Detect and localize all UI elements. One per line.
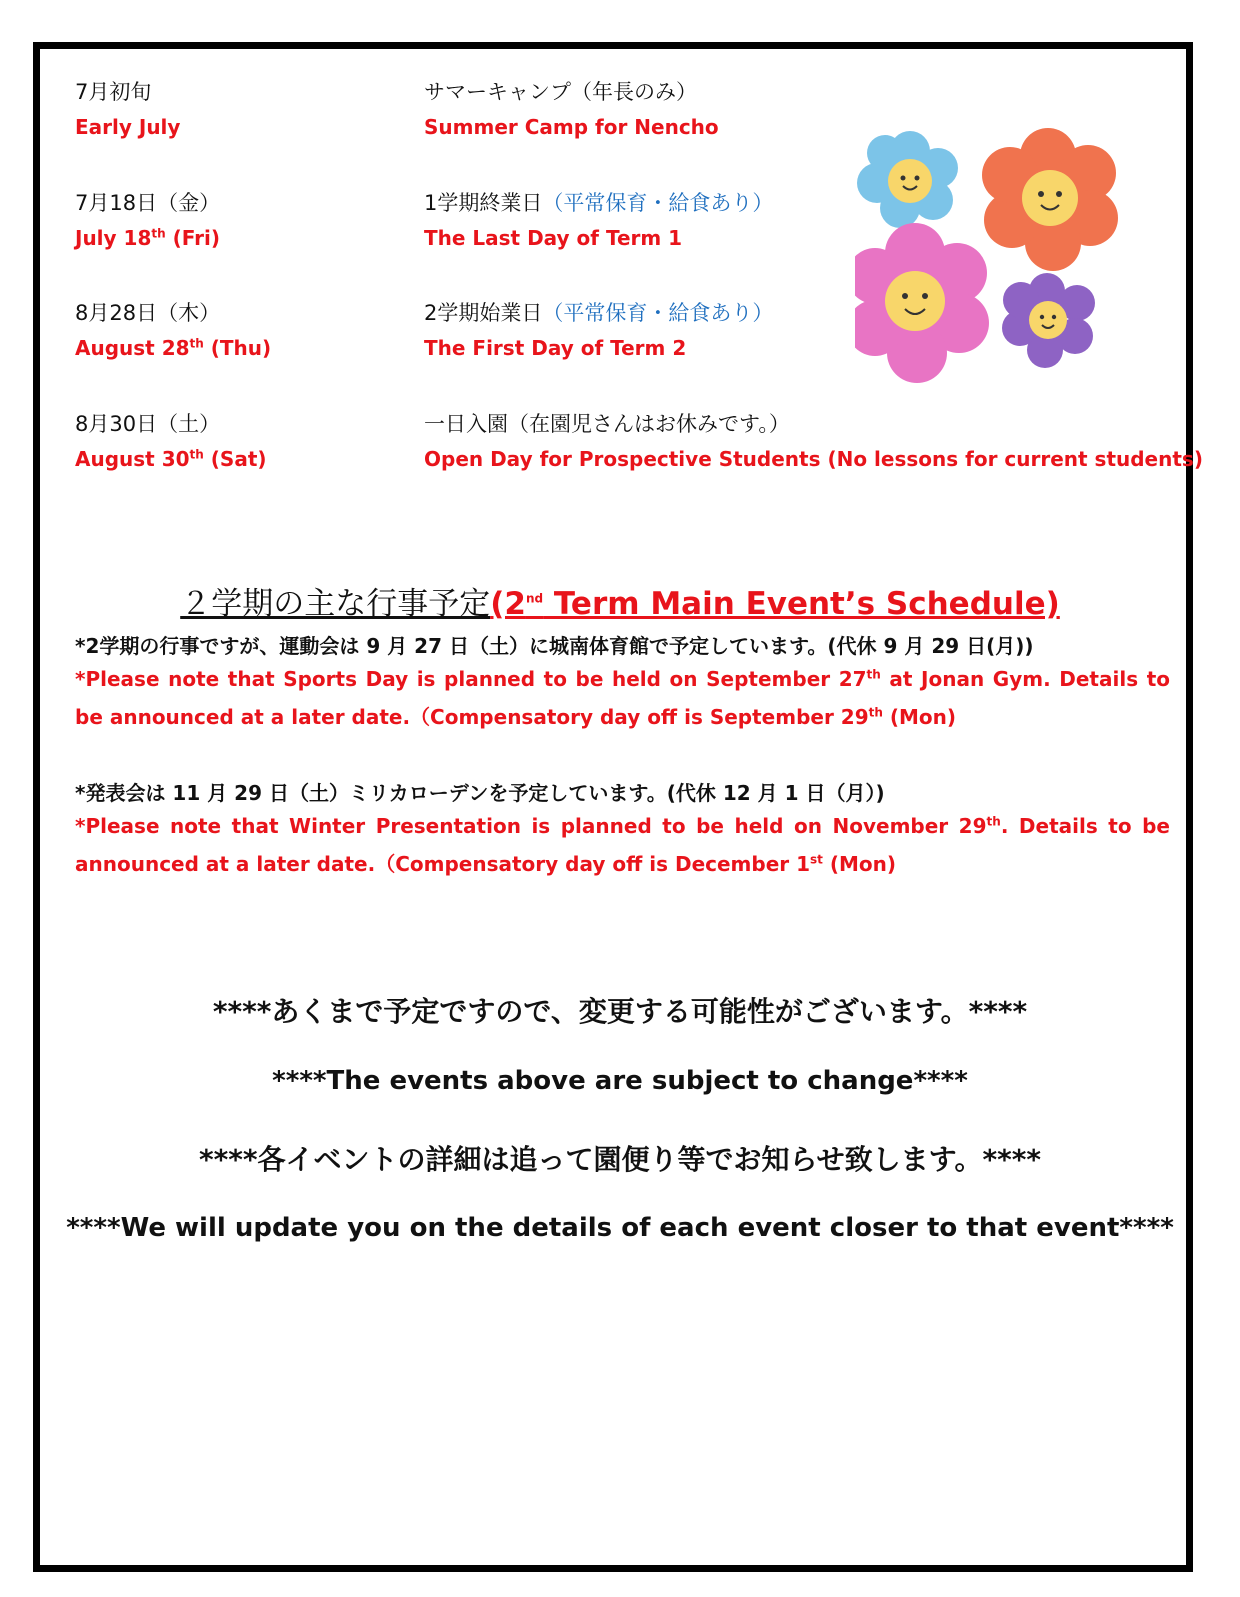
event-3-title-jp: 2学期始業日（平常保育・給食あり） bbox=[424, 301, 774, 325]
event-1-date-en: Early July bbox=[75, 115, 181, 139]
flowers-icon bbox=[855, 128, 1155, 383]
blue-flower-icon bbox=[857, 131, 958, 228]
event-1-date-jp: 7月初旬 bbox=[75, 80, 152, 104]
event-1-title-jp: サマーキャンプ（年長のみ） bbox=[424, 80, 697, 104]
event-3-date-jp: 8月28日（木） bbox=[75, 301, 221, 325]
footer-line-3: ****各イベントの詳細は追って園便り等でお知らせ致します。**** bbox=[198, 1143, 1042, 1176]
event-2-title-jp: 1学期終業日（平常保育・給食あり） bbox=[424, 191, 774, 215]
presentation-note-jp: *発表会は 11 月 29 日（土）ミリカローデンを予定しています。(代休 12 月 1 日（月）) bbox=[75, 781, 885, 805]
heading-en: (2nd Term Main Event’s Schedule) bbox=[490, 586, 1060, 622]
event-4-date-jp: 8月30日（土） bbox=[75, 412, 221, 436]
event-2-date-en: July 18th (Fri) bbox=[75, 226, 221, 250]
event-3-title-en: The First Day of Term 2 bbox=[424, 336, 687, 360]
event-3-date-en: August 28th (Thu) bbox=[75, 336, 272, 360]
event-3-note-jp: （平常保育・給食あり） bbox=[542, 301, 774, 325]
section-heading bbox=[0, 578, 1240, 623]
footer-line-4: ****We will update you on the details of each event closer to that event**** bbox=[66, 1213, 1174, 1243]
heading-jp: ２学期の主な行事予定 bbox=[180, 586, 491, 622]
footer-line-1: ****あくまで予定ですので、変更する可能性がございます。**** bbox=[212, 995, 1028, 1028]
event-2-note-jp: （平常保育・給食あり） bbox=[542, 191, 774, 215]
sports-day-note-en: *Please note that Sports Day is planned to be held on September 27th at Jonan Gym. Details to be announced at a later date.（Compensatory day off is September 29th (Mon) bbox=[75, 667, 1170, 729]
event-1-title-en: Summer Camp for Nencho bbox=[424, 115, 719, 139]
purple-flower-icon bbox=[1002, 273, 1095, 368]
footer-line-2: ****The events above are subject to change**** bbox=[272, 1066, 968, 1096]
event-4-title-jp: 一日入園（在園児さんはお休みです。） bbox=[424, 412, 790, 436]
event-4-title-en: Open Day for Prospective Students (No lessons for current students) bbox=[424, 447, 1203, 471]
sports-day-note-jp: *2学期の行事ですが、運動会は 9 月 27 日（土）に城南体育館で予定しています。(代休 9 月 29 日(月)) bbox=[75, 634, 1034, 658]
orange-flower-icon bbox=[982, 128, 1118, 271]
presentation-note-en: *Please note that Winter Presentation is planned to be held on November 29th. Details to be announced at a later date.（Compensatory day off is December 1st (Mon) bbox=[75, 814, 1170, 876]
event-4-date-en: August 30th (Sat) bbox=[75, 447, 267, 471]
event-2-date-jp: 7月18日（金） bbox=[75, 191, 221, 215]
pink-flower-icon bbox=[855, 223, 989, 383]
event-2-title-en: The Last Day of Term 1 bbox=[424, 226, 683, 250]
